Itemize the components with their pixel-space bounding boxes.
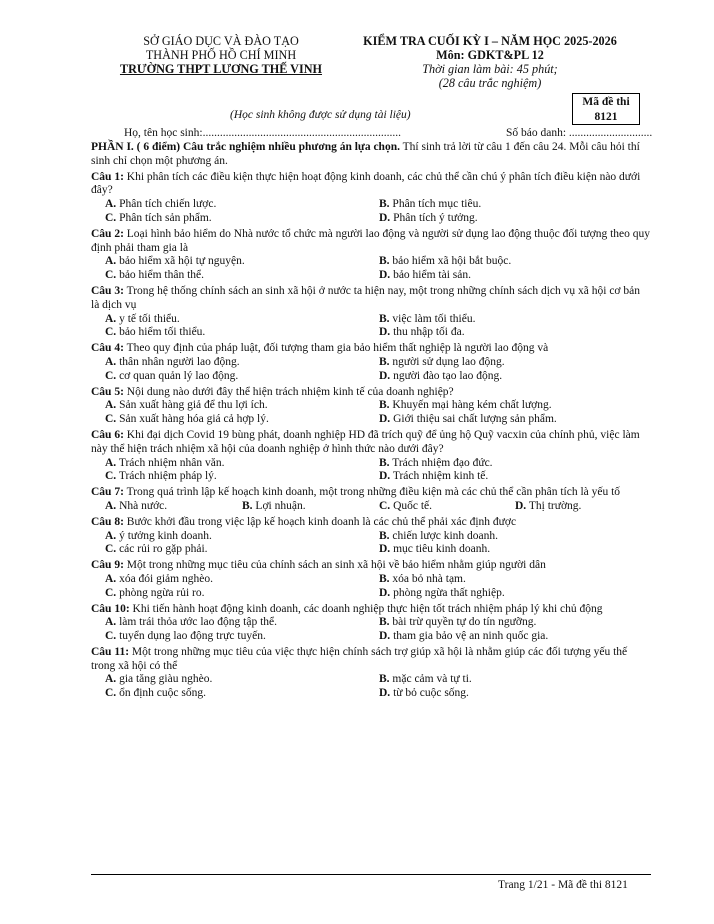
answer-option bbox=[379, 587, 665, 601]
answer-option bbox=[515, 500, 651, 514]
question-stem bbox=[91, 516, 651, 530]
answer-options bbox=[105, 500, 651, 514]
option-letter: C. bbox=[105, 630, 117, 643]
answer-option bbox=[105, 630, 379, 644]
question-item bbox=[91, 603, 651, 644]
question-item bbox=[91, 171, 651, 226]
question-item bbox=[91, 228, 651, 283]
option-text: bảo hiểm xã hội bắt buộc. bbox=[389, 255, 512, 268]
answer-option bbox=[105, 399, 379, 413]
answer-option bbox=[105, 255, 379, 269]
option-text: thu nhập tối đa. bbox=[390, 326, 465, 339]
answer-option bbox=[379, 530, 665, 544]
question-item bbox=[91, 386, 651, 427]
option-letter: D. bbox=[379, 211, 391, 224]
question-item bbox=[91, 342, 651, 383]
option-text: Phân tích sản phẩm. bbox=[116, 211, 212, 224]
option-text: cơ quan quản lý lao động. bbox=[116, 369, 239, 382]
question-text: Khi phân tích các điều kiện thực hiện hoạt động kinh doanh, các chủ thể cần chú ý phân tích điều kiện nào dưới đây? bbox=[91, 170, 641, 197]
answer-options bbox=[105, 255, 651, 283]
answer-option bbox=[379, 673, 665, 687]
option-text: tuyển dụng lao động trực tuyến. bbox=[116, 630, 266, 643]
answer-option bbox=[105, 198, 379, 212]
option-text: người đào tạo lao động. bbox=[390, 369, 503, 382]
subject: Môn: GDKT&PL 12 bbox=[436, 48, 544, 62]
answer-options bbox=[105, 198, 651, 226]
option-text: Phân tích ý tưởng. bbox=[390, 211, 478, 224]
option-text: Thị trường. bbox=[526, 499, 582, 512]
answer-option bbox=[105, 269, 379, 283]
option-text: Trách nhiệm pháp lý. bbox=[116, 470, 217, 483]
option-letter: A. bbox=[105, 529, 117, 542]
header-right bbox=[345, 34, 635, 90]
dept-name: SỞ GIÁO DỤC VÀ ĐÀO TẠO bbox=[143, 34, 299, 48]
option-letter: B. bbox=[379, 312, 390, 325]
option-text: bảo hiểm tài sản. bbox=[390, 269, 471, 282]
answer-options bbox=[105, 673, 651, 701]
option-letter: C. bbox=[105, 211, 117, 224]
answer-option bbox=[105, 530, 379, 544]
option-text: tham gia bảo vệ an ninh quốc gia. bbox=[390, 630, 549, 643]
answer-option bbox=[379, 313, 665, 327]
option-text: ý tưởng kinh doanh. bbox=[116, 529, 212, 542]
question-stem bbox=[91, 171, 651, 199]
exam-content bbox=[91, 141, 651, 701]
question-text: Một trong những mục tiêu của việc thực hiện chính sách trợ giúp xã hội là nhằm giúp các đối tượng yếu thế trong xã hội có thể bbox=[91, 645, 628, 672]
option-text: Trách nhiệm nhân văn. bbox=[116, 456, 225, 469]
option-letter: A. bbox=[105, 255, 117, 268]
option-letter: A. bbox=[105, 399, 117, 412]
option-text: ổn định cuộc sống. bbox=[116, 687, 206, 700]
answer-option bbox=[379, 413, 665, 427]
option-text: Phân tích mục tiêu. bbox=[389, 198, 482, 211]
answer-options bbox=[105, 457, 651, 485]
question-number: Câu 5: bbox=[91, 385, 124, 398]
option-text: Phân tích chiến lược. bbox=[116, 198, 217, 211]
option-text: bài trừ quyền tự do tín ngưỡng. bbox=[389, 616, 537, 629]
option-text: xóa đói giảm nghèo. bbox=[116, 572, 213, 585]
option-text: Khuyến mại hàng kém chất lượng. bbox=[389, 399, 552, 412]
option-text: người sử dụng lao động. bbox=[389, 355, 505, 368]
option-letter: B. bbox=[379, 399, 390, 412]
option-letter: B. bbox=[242, 499, 253, 512]
option-letter: D. bbox=[379, 369, 391, 382]
option-letter: C. bbox=[379, 499, 391, 512]
answer-option bbox=[379, 356, 665, 370]
option-letter: D. bbox=[379, 543, 391, 556]
city-name: THÀNH PHỐ HỒ CHÍ MINH bbox=[145, 48, 297, 62]
option-text: chiến lược kinh doanh. bbox=[389, 529, 498, 542]
option-letter: B. bbox=[379, 572, 390, 585]
option-letter: D. bbox=[379, 413, 391, 426]
duration: Thời gian làm bài: 45 phút; bbox=[422, 62, 558, 76]
option-text: Nhà nước. bbox=[116, 499, 168, 512]
answer-option bbox=[379, 573, 665, 587]
question-number: Câu 11: bbox=[91, 645, 130, 658]
option-letter: C. bbox=[105, 269, 117, 282]
footer-divider bbox=[91, 874, 651, 875]
answer-option bbox=[105, 326, 379, 340]
option-letter: C. bbox=[105, 687, 117, 700]
question-text: Một trong những mục tiêu của chính sách an sinh xã hội về bảo hiểm nhằm giúp người dân bbox=[123, 559, 546, 572]
option-letter: C. bbox=[105, 543, 117, 556]
option-text: Trách nhiệm kinh tế. bbox=[390, 470, 489, 483]
question-text: Khi đại dịch Covid 19 bùng phát, doanh nghiệp HD đã trích quỹ để ủng hộ Quỹ vacxin của chính phủ, việc làm này thể hiện trách nhiệm xã hội của doanh nghiệp ở hình thức nào dưới đây? bbox=[91, 428, 640, 455]
option-letter: D. bbox=[379, 630, 391, 643]
option-letter: B. bbox=[379, 673, 390, 686]
exam-code-label: Mã đề thi bbox=[582, 96, 630, 108]
answer-options bbox=[105, 616, 651, 644]
option-letter: A. bbox=[105, 616, 117, 629]
question-number: Câu 4: bbox=[91, 342, 124, 355]
exam-title: KIỂM TRA CUỐI KỲ I – NĂM HỌC 2025-2026 bbox=[363, 34, 617, 48]
student-info-line bbox=[124, 127, 401, 139]
answer-option bbox=[105, 673, 379, 687]
option-text: Sản xuất hàng hóa giá cả hợp lý. bbox=[116, 413, 269, 426]
section-header bbox=[91, 141, 651, 169]
option-text: thân nhân người lao động. bbox=[116, 355, 240, 368]
option-text: Lợi nhuận. bbox=[252, 499, 306, 512]
option-letter: B. bbox=[379, 616, 390, 629]
answer-option bbox=[105, 370, 379, 384]
option-letter: B. bbox=[379, 456, 390, 469]
option-letter: D. bbox=[379, 269, 391, 282]
option-letter: B. bbox=[379, 355, 390, 368]
option-text: bảo hiểm tối thiểu. bbox=[116, 326, 206, 339]
question-number: Câu 6: bbox=[91, 428, 124, 441]
answer-option bbox=[242, 500, 379, 514]
option-text: các rủi ro gặp phải. bbox=[116, 543, 208, 556]
question-item bbox=[91, 646, 651, 701]
option-text: bảo hiểm thân thể. bbox=[116, 269, 205, 282]
question-item bbox=[91, 429, 651, 484]
question-number: Câu 1: bbox=[91, 170, 124, 183]
option-letter: C. bbox=[105, 326, 117, 339]
question-count: (28 câu trắc nghiệm) bbox=[438, 76, 542, 90]
student-name-field: Họ, tên học sinh:..................................................................... bbox=[124, 127, 401, 139]
question-stem bbox=[91, 285, 651, 313]
option-letter: C. bbox=[105, 586, 117, 599]
option-text: xóa bỏ nhà tạm. bbox=[389, 572, 466, 585]
option-text: mục tiêu kinh doanh. bbox=[390, 543, 491, 556]
option-text: mặc cảm và tự ti. bbox=[389, 673, 472, 686]
answer-option bbox=[379, 269, 665, 283]
answer-option bbox=[105, 313, 379, 327]
option-text: phòng ngừa rủi ro. bbox=[116, 586, 205, 599]
answer-option bbox=[379, 470, 665, 484]
answer-option bbox=[379, 255, 665, 269]
answer-option bbox=[379, 212, 665, 226]
option-text: từ bỏ cuộc sống. bbox=[390, 687, 469, 700]
school-name: TRƯỜNG THPT LƯƠNG THẾ VINH bbox=[119, 62, 323, 76]
option-text: Trách nhiệm đạo đức. bbox=[389, 456, 493, 469]
answer-option bbox=[105, 500, 242, 514]
option-letter: D. bbox=[379, 470, 391, 483]
student-number-line bbox=[506, 127, 652, 139]
answer-options bbox=[105, 399, 651, 427]
option-letter: B. bbox=[379, 529, 390, 542]
question-text: Nội dung nào dưới đây thể hiện trách nhiệm kinh tế của doanh nghiệp? bbox=[123, 385, 454, 398]
option-text: Giới thiệu sai chất lượng sản phẩm. bbox=[390, 413, 557, 426]
answer-option bbox=[379, 616, 665, 630]
option-text: làm trái thỏa ước lao động tập thể. bbox=[116, 616, 277, 629]
answer-option bbox=[379, 457, 665, 471]
option-text: phòng ngừa thất nghiệp. bbox=[390, 586, 505, 599]
student-number-field: Số báo danh: ............................. bbox=[506, 127, 653, 139]
answer-option bbox=[105, 573, 379, 587]
section-title: PHẦN I. ( 6 điểm) Câu trắc nghiệm nhiều phương án lựa chọn. bbox=[91, 141, 400, 153]
option-letter: C. bbox=[105, 369, 117, 382]
no-materials-note: (Học sinh không được sử dụng tài liệu) bbox=[230, 109, 411, 121]
option-letter: D. bbox=[379, 326, 391, 339]
page-footer: Trang 1/21 - Mã đề thi 8121 bbox=[498, 879, 628, 891]
option-text: Quốc tế. bbox=[390, 499, 433, 512]
answer-option bbox=[105, 413, 379, 427]
header-left bbox=[96, 34, 346, 76]
question-number: Câu 3: bbox=[91, 284, 124, 297]
question-text: Trong quá trình lập kế hoạch kinh doanh, một trong những điều kiện mà các chủ thể cần phân tích là yếu tố bbox=[123, 486, 621, 499]
option-text: gia tăng giàu nghèo. bbox=[116, 673, 213, 686]
answer-options bbox=[105, 356, 651, 384]
answer-options bbox=[105, 573, 651, 601]
option-letter: A. bbox=[105, 673, 117, 686]
answer-option bbox=[379, 198, 665, 212]
option-letter: A. bbox=[105, 456, 117, 469]
question-text: Khi tiến hành hoạt động kinh doanh, các doanh nghiệp thực hiện tốt trách nhiệm pháp lý khi chủ động bbox=[129, 602, 603, 615]
answer-option bbox=[379, 543, 665, 557]
option-letter: D. bbox=[515, 499, 527, 512]
question-number: Câu 10: bbox=[91, 602, 130, 615]
question-number: Câu 9: bbox=[91, 559, 124, 572]
question-item bbox=[91, 516, 651, 557]
answer-option bbox=[379, 687, 665, 701]
option-text: Sản xuất hàng giả để thu lợi ích. bbox=[116, 399, 268, 412]
question-list bbox=[91, 171, 651, 701]
question-stem bbox=[91, 228, 651, 256]
answer-option bbox=[379, 630, 665, 644]
question-item bbox=[91, 486, 651, 514]
option-letter: B. bbox=[379, 255, 390, 268]
answer-option bbox=[105, 543, 379, 557]
question-item bbox=[91, 285, 651, 340]
option-letter: A. bbox=[105, 198, 117, 211]
answer-options bbox=[105, 313, 651, 341]
option-text: việc làm tối thiểu. bbox=[389, 312, 476, 325]
section-instruction: Thí sinh trả lời từ câu 1 đến câu 24. Mỗi câu hỏi thí sinh chỉ chọn một phương án. bbox=[91, 141, 640, 167]
answer-option bbox=[379, 500, 515, 514]
option-letter: A. bbox=[105, 312, 117, 325]
question-number: Câu 2: bbox=[91, 227, 124, 240]
question-item bbox=[91, 559, 651, 600]
answer-option bbox=[105, 470, 379, 484]
option-text: bảo hiểm xã hội tự nguyện. bbox=[116, 255, 245, 268]
answer-option bbox=[105, 356, 379, 370]
option-letter: D. bbox=[379, 586, 391, 599]
option-letter: C. bbox=[105, 470, 117, 483]
option-letter: B. bbox=[379, 198, 390, 211]
question-stem bbox=[91, 559, 651, 573]
option-letter: C. bbox=[105, 413, 117, 426]
answer-option bbox=[105, 687, 379, 701]
question-stem bbox=[91, 386, 651, 400]
question-text: Theo quy định của pháp luật, đối tượng tham gia bảo hiểm thất nghiệp là người lao động và bbox=[123, 342, 549, 355]
answer-option bbox=[105, 457, 379, 471]
answer-option bbox=[105, 587, 379, 601]
option-letter: A. bbox=[105, 355, 117, 368]
question-stem bbox=[91, 646, 651, 674]
question-stem bbox=[91, 603, 651, 617]
question-stem bbox=[91, 342, 651, 356]
question-stem bbox=[91, 429, 651, 457]
option-letter: A. bbox=[105, 572, 117, 585]
option-letter: D. bbox=[379, 687, 391, 700]
question-text: Bước khởi đầu trong việc lập kế hoạch kinh doanh là các chủ thể phải xác định được bbox=[123, 515, 517, 528]
answer-option bbox=[105, 212, 379, 226]
question-text: Trong hệ thống chính sách an sinh xã hội ở nước ta hiện nay, một trong những chính sách dịch vụ xã hội cơ bản là dịch vụ bbox=[91, 284, 640, 311]
exam-code: 8121 bbox=[594, 111, 618, 123]
answer-option bbox=[379, 399, 665, 413]
question-stem bbox=[91, 486, 651, 500]
answer-options bbox=[105, 530, 651, 558]
question-number: Câu 8: bbox=[91, 515, 124, 528]
option-letter: A. bbox=[105, 499, 117, 512]
question-text: Loại hình bảo hiểm do Nhà nước tổ chức mà người lao động và người sử dụng lao động thuộc đối tượng theo quy định phải tham gia là bbox=[91, 227, 651, 254]
answer-option bbox=[105, 616, 379, 630]
question-number: Câu 7: bbox=[91, 486, 124, 499]
answer-option bbox=[379, 326, 665, 340]
option-text: y tế tối thiểu. bbox=[116, 312, 180, 325]
answer-option bbox=[379, 370, 665, 384]
exam-code-box bbox=[572, 93, 640, 125]
